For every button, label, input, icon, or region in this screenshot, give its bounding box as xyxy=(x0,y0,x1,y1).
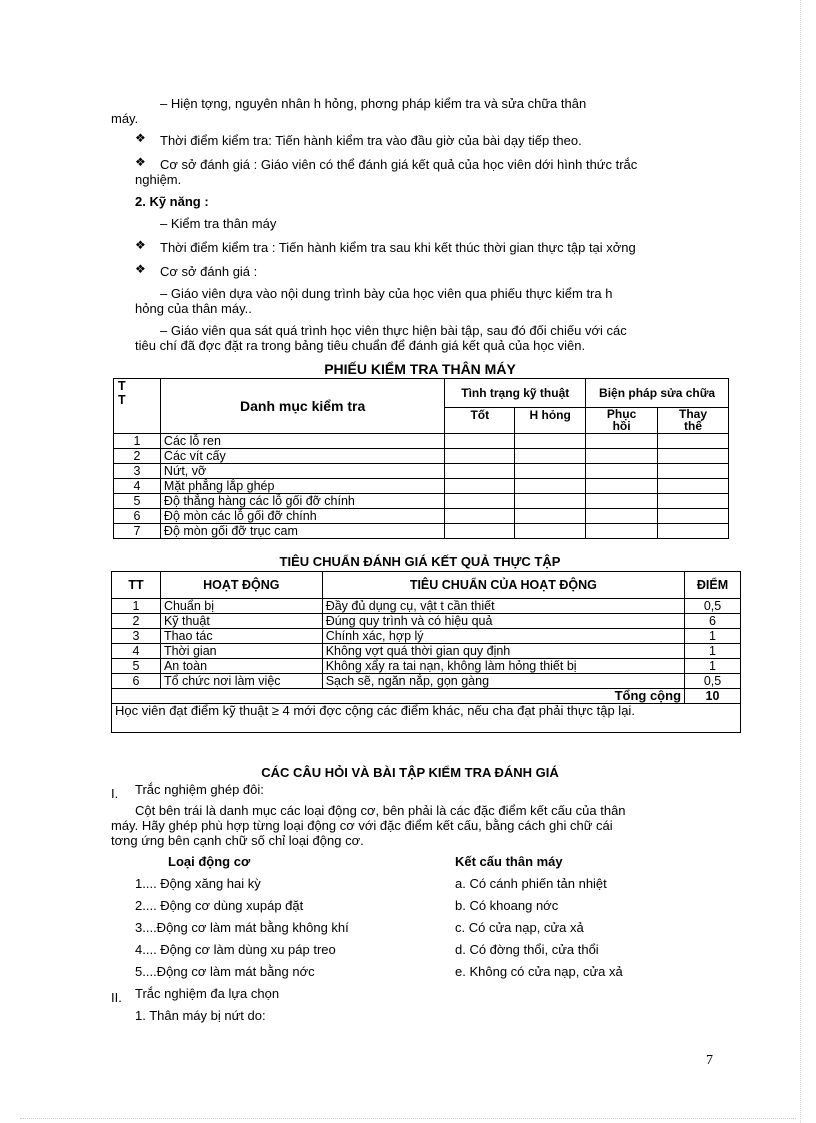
table-row xyxy=(112,659,741,674)
row-number: 1 xyxy=(114,434,161,449)
cell-replace xyxy=(658,449,729,464)
table-row xyxy=(114,479,729,494)
col-item-header: Danh mục kiểm tra xyxy=(160,379,444,434)
right-item: c. Có cửa nạp, cửa xả xyxy=(455,920,584,935)
row-item: Các lỗ ren xyxy=(160,434,444,449)
col-tt-header: T T xyxy=(114,379,161,434)
diamond-bullet-icon: ❖ xyxy=(135,155,146,169)
questions-title: CÁC CÂU HỎI VÀ BÀI TẬP KIỂM TRA ĐÁNH GIÁ xyxy=(261,765,559,780)
cell-restore xyxy=(586,494,658,509)
cell-replace xyxy=(658,479,729,494)
cell-restore xyxy=(586,434,658,449)
row-score: 6 xyxy=(685,614,741,629)
cell-good xyxy=(445,509,515,524)
table-row xyxy=(114,464,729,479)
question-item: 1. Thân máy bị nứt do: xyxy=(135,1008,266,1023)
row-number: 7 xyxy=(114,524,161,539)
skills-para: hỏng của thân máy.. xyxy=(135,301,252,316)
page-border xyxy=(20,1118,796,1119)
cell-restore xyxy=(586,449,658,464)
section-heading: 2. Kỹ năng : xyxy=(135,194,209,209)
intro-bullet: Thời điểm kiểm tra: Tiến hành kiểm tra vào đầu giờ của bài dạy tiếp theo. xyxy=(160,133,582,148)
right-item: a. Có cánh phiến tản nhiệt xyxy=(455,876,607,891)
section-title: Trắc nghiệm ghép đôi: xyxy=(135,782,264,797)
cell-restore xyxy=(586,509,658,524)
table-row xyxy=(114,449,729,464)
row-score: 0,5 xyxy=(685,674,741,689)
row-activity: Thời gian xyxy=(160,644,322,659)
table-row xyxy=(114,524,729,539)
cell-broken xyxy=(515,449,586,464)
left-column-heading: Loại động cơ xyxy=(168,854,251,869)
inspection-table xyxy=(113,378,729,539)
col-restore-header: Phục hồi xyxy=(586,408,658,434)
left-item: 4.... Động cơ làm dùng xu páp treo xyxy=(135,942,336,957)
table-row xyxy=(112,674,741,689)
row-number: 4 xyxy=(112,644,161,659)
page-number: 7 xyxy=(706,1053,713,1068)
row-score: 1 xyxy=(685,644,741,659)
cell-broken xyxy=(515,479,586,494)
intro-line: – Hiện tợng, nguyên nhân h hỏng, phơng pháp kiểm tra và sửa chữa thân xyxy=(160,96,587,111)
col-broken-header: H hỏng xyxy=(515,408,586,434)
right-column-heading: Kết cấu thân máy xyxy=(455,854,563,869)
page-border xyxy=(800,0,801,1123)
section-paragraph: máy. Hãy ghép phù hợp từng loại động cơ với đặc điểm kết cấu, bằng cách ghi chữ cái xyxy=(111,818,613,833)
row-activity: Chuẩn bị xyxy=(160,599,322,614)
cell-good xyxy=(445,524,515,539)
row-activity: An toàn xyxy=(160,659,322,674)
section-number: II. xyxy=(111,990,122,1005)
col-activity-header: HOẠT ĐỘNG xyxy=(160,572,322,599)
row-activity: Thao tác xyxy=(160,629,322,644)
col-fix-header: Biện pháp sửa chữa xyxy=(586,379,729,408)
cell-replace xyxy=(658,509,729,524)
row-standard: Chính xác, hợp lý xyxy=(322,629,684,644)
cell-good xyxy=(445,479,515,494)
cell-good xyxy=(445,494,515,509)
row-item: Nứt, vỡ xyxy=(160,464,444,479)
table2-title: TIÊU CHUẨN ĐÁNH GIÁ KẾT QUẢ THỰC TẬP xyxy=(279,554,561,569)
col-status-header: Tình trạng kỹ thuật xyxy=(445,379,586,408)
left-item: 5....Động cơ làm mát bằng nớc xyxy=(135,964,315,979)
table-row xyxy=(114,509,729,524)
diamond-bullet-icon: ❖ xyxy=(135,131,146,145)
intro-bullet: Cơ sở đánh giá : Giáo viên có thể đánh giá kết quả của học viên dới hình thức trắc xyxy=(160,157,638,172)
left-item: 3....Động cơ làm mát bằng không khí xyxy=(135,920,349,935)
row-score: 0,5 xyxy=(685,599,741,614)
row-item: Mặt phẳng lắp ghép xyxy=(160,479,444,494)
row-number: 3 xyxy=(114,464,161,479)
col-tt-header: TT xyxy=(112,572,161,599)
cell-restore xyxy=(586,524,658,539)
cell-broken xyxy=(515,509,586,524)
diamond-bullet-icon: ❖ xyxy=(135,238,146,252)
row-standard: Đầy đủ dụng cụ, vật t cần thiết xyxy=(322,599,684,614)
diamond-bullet-icon: ❖ xyxy=(135,262,146,276)
table-row xyxy=(112,614,741,629)
evaluation-table xyxy=(111,571,741,733)
cell-replace xyxy=(658,494,729,509)
row-item: Độ mòn các lỗ gối đỡ chính xyxy=(160,509,444,524)
row-standard: Sạch sẽ, ngăn nắp, gọn gàng xyxy=(322,674,684,689)
skills-item: – Kiểm tra thân máy xyxy=(160,216,277,231)
row-standard: Không vợt quá thời gian quy định xyxy=(322,644,684,659)
table-row xyxy=(112,629,741,644)
row-number: 2 xyxy=(112,614,161,629)
row-activity: Tổ chức nơi làm việc xyxy=(160,674,322,689)
intro-bullet: nghiệm. xyxy=(135,172,182,187)
cell-good xyxy=(445,449,515,464)
right-item: d. Có đờng thổi, cửa thổi xyxy=(455,942,599,957)
row-score: 1 xyxy=(685,659,741,674)
skills-para: – Giáo viên qua sát quá trình học viên thực hiện bài tập, sau đó đối chiếu với các xyxy=(160,323,627,338)
row-number: 5 xyxy=(112,659,161,674)
row-item: Độ mòn gối đỡ trục cam xyxy=(160,524,444,539)
table1-title: PHIẾU KIỂM TRA THÂN MÁY xyxy=(324,361,516,377)
cell-broken xyxy=(515,494,586,509)
cell-good xyxy=(445,434,515,449)
cell-replace xyxy=(658,524,729,539)
cell-restore xyxy=(586,479,658,494)
skills-para: – Giáo viên dựa vào nội dung trình bày của học viên qua phiếu thực kiểm tra h xyxy=(160,286,613,301)
right-item: b. Có khoang nớc xyxy=(455,898,559,913)
col-good-header: Tốt xyxy=(445,408,515,434)
cell-broken xyxy=(515,434,586,449)
cell-broken xyxy=(515,524,586,539)
col-replace-header: Thay thế xyxy=(658,408,729,434)
skills-bullet: Thời điểm kiểm tra : Tiến hành kiểm tra sau khi kết thúc thời gian thực tập tại xởng xyxy=(160,240,636,255)
section-paragraph: Cột bên trái là danh mục các loại động cơ, bên phải là các đặc điểm kết cấu của thân xyxy=(135,803,626,818)
row-standard: Không xẩy ra tai nạn, không làm hỏng thiết bị xyxy=(322,659,684,674)
section-paragraph: tơng ứng bên cạnh chữ số chỉ loại động cơ. xyxy=(111,833,364,848)
col-standard-header: TIÊU CHUẨN CỦA HOẠT ĐỘNG xyxy=(322,572,684,599)
row-number: 1 xyxy=(112,599,161,614)
row-number: 6 xyxy=(112,674,161,689)
cell-restore xyxy=(586,464,658,479)
table-note: Học viên đạt điểm kỹ thuật ≥ 4 mới đợc cộng các điểm khác, nếu cha đạt phải thực tập lại. xyxy=(112,704,741,733)
row-standard: Đúng quy trình và có hiệu quả xyxy=(322,614,684,629)
row-score: 1 xyxy=(685,629,741,644)
cell-broken xyxy=(515,464,586,479)
intro-line: máy. xyxy=(111,111,139,126)
row-number: 4 xyxy=(114,479,161,494)
row-number: 6 xyxy=(114,509,161,524)
left-item: 2.... Động cơ dùng xupáp đặt xyxy=(135,898,304,913)
row-number: 2 xyxy=(114,449,161,464)
section-number: I. xyxy=(111,786,119,801)
table-row xyxy=(114,434,729,449)
skills-bullet: Cơ sở đánh giá : xyxy=(160,264,258,279)
table-row xyxy=(114,494,729,509)
right-item: e. Không có cửa nạp, cửa xả xyxy=(455,964,623,979)
row-item: Các vít cấy xyxy=(160,449,444,464)
cell-replace xyxy=(658,464,729,479)
cell-replace xyxy=(658,434,729,449)
row-number: 5 xyxy=(114,494,161,509)
section-title: Trắc nghiệm đa lựa chọn xyxy=(135,986,280,1001)
total-value: 10 xyxy=(685,689,741,704)
row-item: Độ thẳng hàng các lỗ gối đỡ chính xyxy=(160,494,444,509)
table-row xyxy=(112,599,741,614)
table-row xyxy=(112,644,741,659)
row-activity: Kỹ thuật xyxy=(160,614,322,629)
left-item: 1.... Động xăng hai kỳ xyxy=(135,876,261,891)
total-label: Tổng cộng xyxy=(160,689,684,704)
skills-para: tiêu chí đã đợc đặt ra trong bảng tiêu chuẩn để đánh giá kết quả của học viên. xyxy=(135,338,586,353)
col-score-header: ĐIỂM xyxy=(685,572,741,599)
cell-good xyxy=(445,464,515,479)
row-number: 3 xyxy=(112,629,161,644)
